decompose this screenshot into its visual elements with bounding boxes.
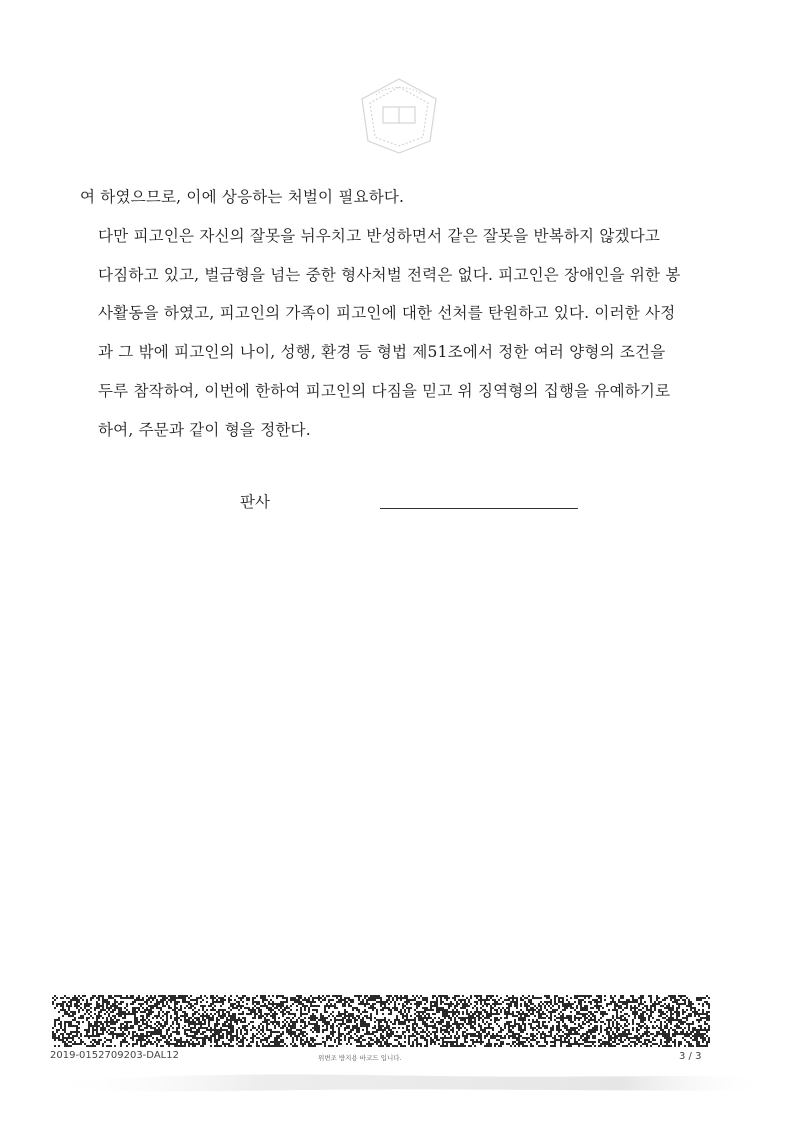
scan-smudge <box>40 1066 770 1096</box>
text-line: 여 하였으므로, 이에 상응하는 처벌이 필요하다. <box>80 188 405 206</box>
text-line: 하여, 주문과 같이 형을 정한다. <box>98 420 311 439</box>
judgment-body <box>80 178 720 450</box>
text-line: 다짐하고 있고, 벌금형을 넘는 중한 형사처벌 전력은 없다. 피고인은 장애인을 위한 봉 <box>98 265 681 284</box>
paragraph-mitigation <box>80 217 720 450</box>
court-seal-icon <box>356 75 442 155</box>
text-line: 과 그 밖에 피고인의 나이, 성행, 환경 등 형법 제51조에서 정한 여러 양형의 조건을 <box>98 343 666 362</box>
document-id: 2019-0152709203-DAL12 <box>50 1050 179 1061</box>
anti-forgery-barcode <box>52 995 710 1047</box>
barcode-note: 위변조 방지용 바코드 입니다. <box>318 1054 402 1062</box>
paragraph-sentencing-need <box>80 178 720 217</box>
signature-line <box>380 508 578 509</box>
text-line: 사활동을 하였고, 피고인의 가족이 피고인에 대한 선처를 탄원하고 있다. 이러한 사정 <box>98 304 676 323</box>
judge-label: 판사 <box>240 493 270 511</box>
page-number: 3 / 3 <box>679 1051 702 1062</box>
text-line: 두루 참작하여, 이번에 한하여 피고인의 다짐을 믿고 위 징역형의 집행을 유예하기로 <box>98 381 671 400</box>
text-line: 다만 피고인은 자신의 잘못을 뉘우치고 반성하면서 같은 잘못을 반복하지 않겠다고 <box>98 226 661 245</box>
